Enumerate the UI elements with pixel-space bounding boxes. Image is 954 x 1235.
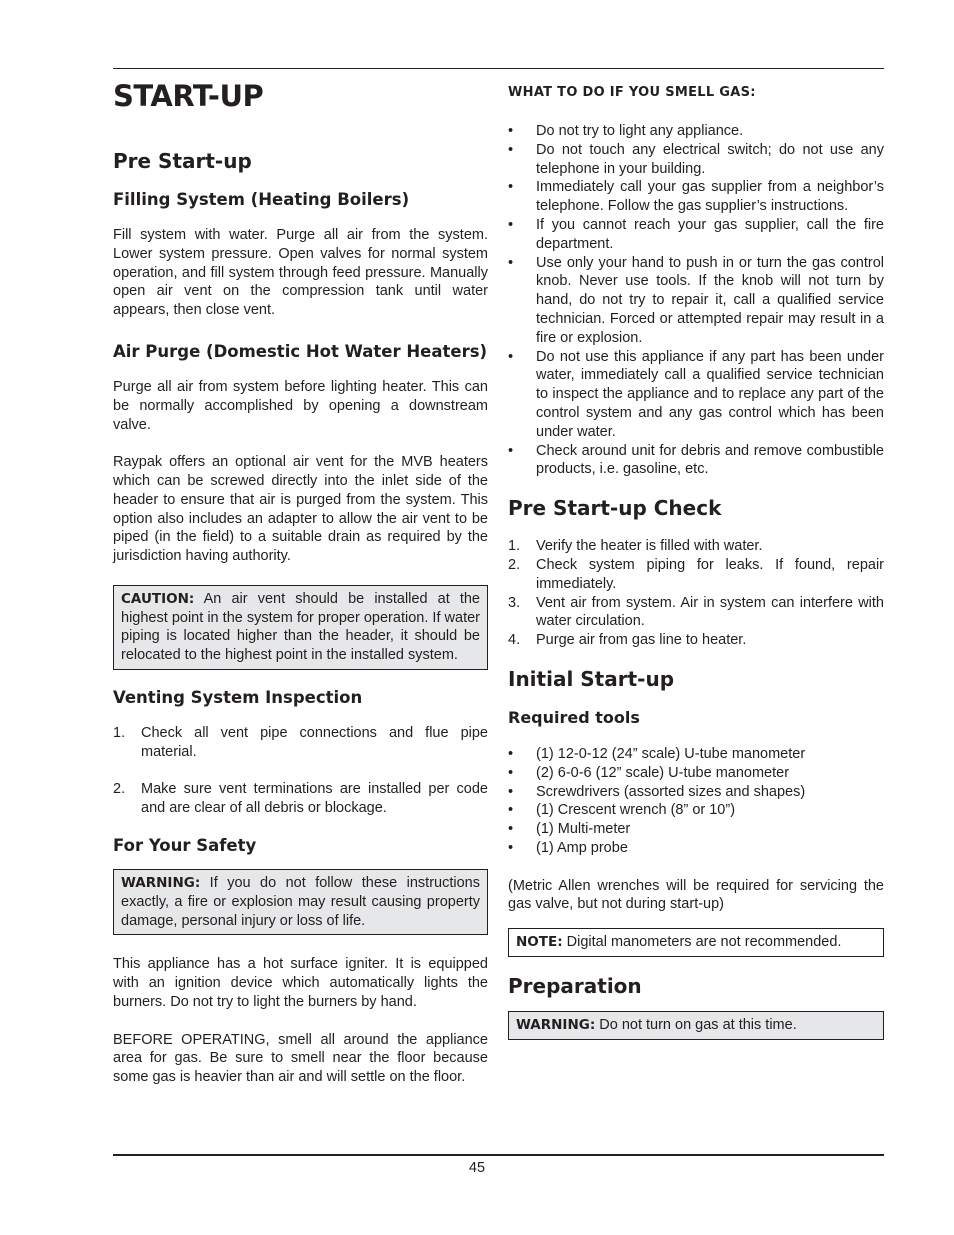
note-text: Digital manometers are not recommended.	[562, 934, 842, 951]
air-purge-text-1: Purge all air from system before lighting heater. This can be normally accomplished by opening a downstream valve.	[113, 378, 488, 433]
top-rule	[113, 68, 884, 69]
for-your-safety-heading: For Your Safety	[113, 835, 257, 855]
caution-text: An air vent should be installed at the highest point in the system for proper operation. If water piping is located higher than the header, it should be relocated to the highest point in the installed system.	[121, 590, 480, 664]
warning-text: If you do not follow these instructions exactly, a fire or explosion may result causing property damage, personal injury or loss of life.	[121, 874, 480, 929]
list-item: • (1) Crescent wrench (8” or 10”)	[508, 802, 736, 819]
filling-system-heading: Filling System (Heating Boilers)	[113, 190, 410, 209]
list-item: • Do not try to light any appliance.	[508, 123, 744, 139]
list-item: • (1) 12-0-12 (24” scale) U-tube manometer	[508, 745, 806, 762]
air-purge-text-2: Raypak offers an optional air vent for the MVB heaters which can be screwed directly into the inlet side of the header to ensure that air is purged from the system. This option also includes an adapter to allow the air vent to be piped (in the field) to a suitable drain as required by the jurisdiction having authority.	[113, 454, 488, 565]
page-number: 45	[468, 1160, 486, 1176]
list-item: • (1) Amp probe	[508, 839, 628, 856]
preparation-warning-box	[508, 1011, 884, 1040]
air-purge-heading: Air Purge (Domestic Hot Water Heaters)	[113, 341, 488, 361]
metric-allen-note: (Metric Allen wrenches will be required for servicing the gas valve, but not during start-up)	[508, 877, 884, 913]
igniter-text: This appliance has a hot surface igniter. It is equipped with an ignition device which automatically lights the burners. Do not try to light the burners by hand.	[113, 956, 488, 1010]
warning-text: Do not turn on gas at this time.	[595, 1016, 797, 1033]
note-label: NOTE:	[516, 934, 563, 951]
caution-box	[113, 585, 488, 670]
venting-list	[113, 724, 488, 818]
filling-system-text: Fill system with water. Purge all air from the system. Lower system pressure. Open valves for normal system operation, and fill system through feed pressure. Manually open air vent on the compression tank until water appears, then close vent.	[113, 227, 488, 319]
list-item: • Screwdrivers (assorted sizes and shapes)	[508, 783, 806, 800]
list-item: 2. Check system piping for leaks. If found, repair immediately.	[508, 556, 884, 592]
safety-warning-box	[113, 869, 488, 935]
list-item: 3. Vent air from system. Air in system can interfere with water circulation.	[508, 594, 884, 630]
before-operating-text: BEFORE OPERATING, smell all around the appliance area for gas. Be sure to smell near the floor because some gas is heavier than air and will settle on the floor.	[113, 1031, 488, 1086]
list-item: • If you cannot reach your gas supplier, call the fire department.	[508, 216, 884, 252]
list-item: 4. Purge air from gas line to heater.	[508, 632, 747, 649]
caution-label: CAUTION:	[121, 590, 195, 607]
required-tools-list	[508, 745, 884, 858]
list-item: • (2) 6-0-6 (12” scale) U-tube manometer	[508, 764, 790, 781]
pre-startup-check-list	[508, 537, 884, 650]
list-item: 1. Check all vent pipe connections and flue pipe material.	[113, 724, 488, 760]
right-column	[508, 84, 884, 1058]
list-item: 1. Verify the heater is filled with water.	[508, 538, 763, 555]
smell-gas-heading: WHAT TO DO IF YOU SMELL GAS:	[508, 85, 756, 100]
initial-startup-heading: Initial Start-up	[508, 666, 675, 691]
list-item: • Use only your hand to push in or turn the gas control knob. Never use tools. If the knob will not turn by hand, do not try to repair it, call a qualified service technician. Forced or attempted repair may result in a fire or explosion.	[508, 254, 884, 346]
pre-startup-heading: Pre Start-up	[113, 149, 252, 173]
bottom-rule	[113, 1154, 884, 1156]
list-item: • Immediately call your gas supplier from a neighbor’s telephone. Follow the gas supplier’s instructions.	[508, 179, 884, 215]
warning-label: WARNING:	[516, 1016, 596, 1033]
list-item: • Do not use this appliance if any part has been under water, immediately call a qualified service technician to inspect the appliance and to replace any part of the control system and any gas control which has been under water.	[508, 348, 884, 440]
page-title: START-UP	[113, 79, 264, 113]
list-item: 2. Make sure vent terminations are installed per code and are clear of all debris or blockage.	[113, 781, 488, 817]
note-box	[508, 928, 884, 957]
venting-inspection-heading: Venting System Inspection	[113, 687, 363, 707]
list-item: • Check around unit for debris and remove combustible products, i.e. gasoline, etc.	[508, 442, 884, 478]
list-item: • Do not touch any electrical switch; do not use any telephone in your building.	[508, 141, 884, 177]
smell-gas-list	[508, 122, 884, 479]
left-column	[113, 78, 488, 1106]
preparation-heading: Preparation	[508, 973, 642, 998]
warning-label: WARNING:	[121, 874, 201, 891]
pre-startup-check-heading: Pre Start-up Check	[508, 496, 722, 521]
required-tools-heading: Required tools	[508, 707, 640, 727]
list-item: • (1) Multi-meter	[508, 821, 631, 838]
